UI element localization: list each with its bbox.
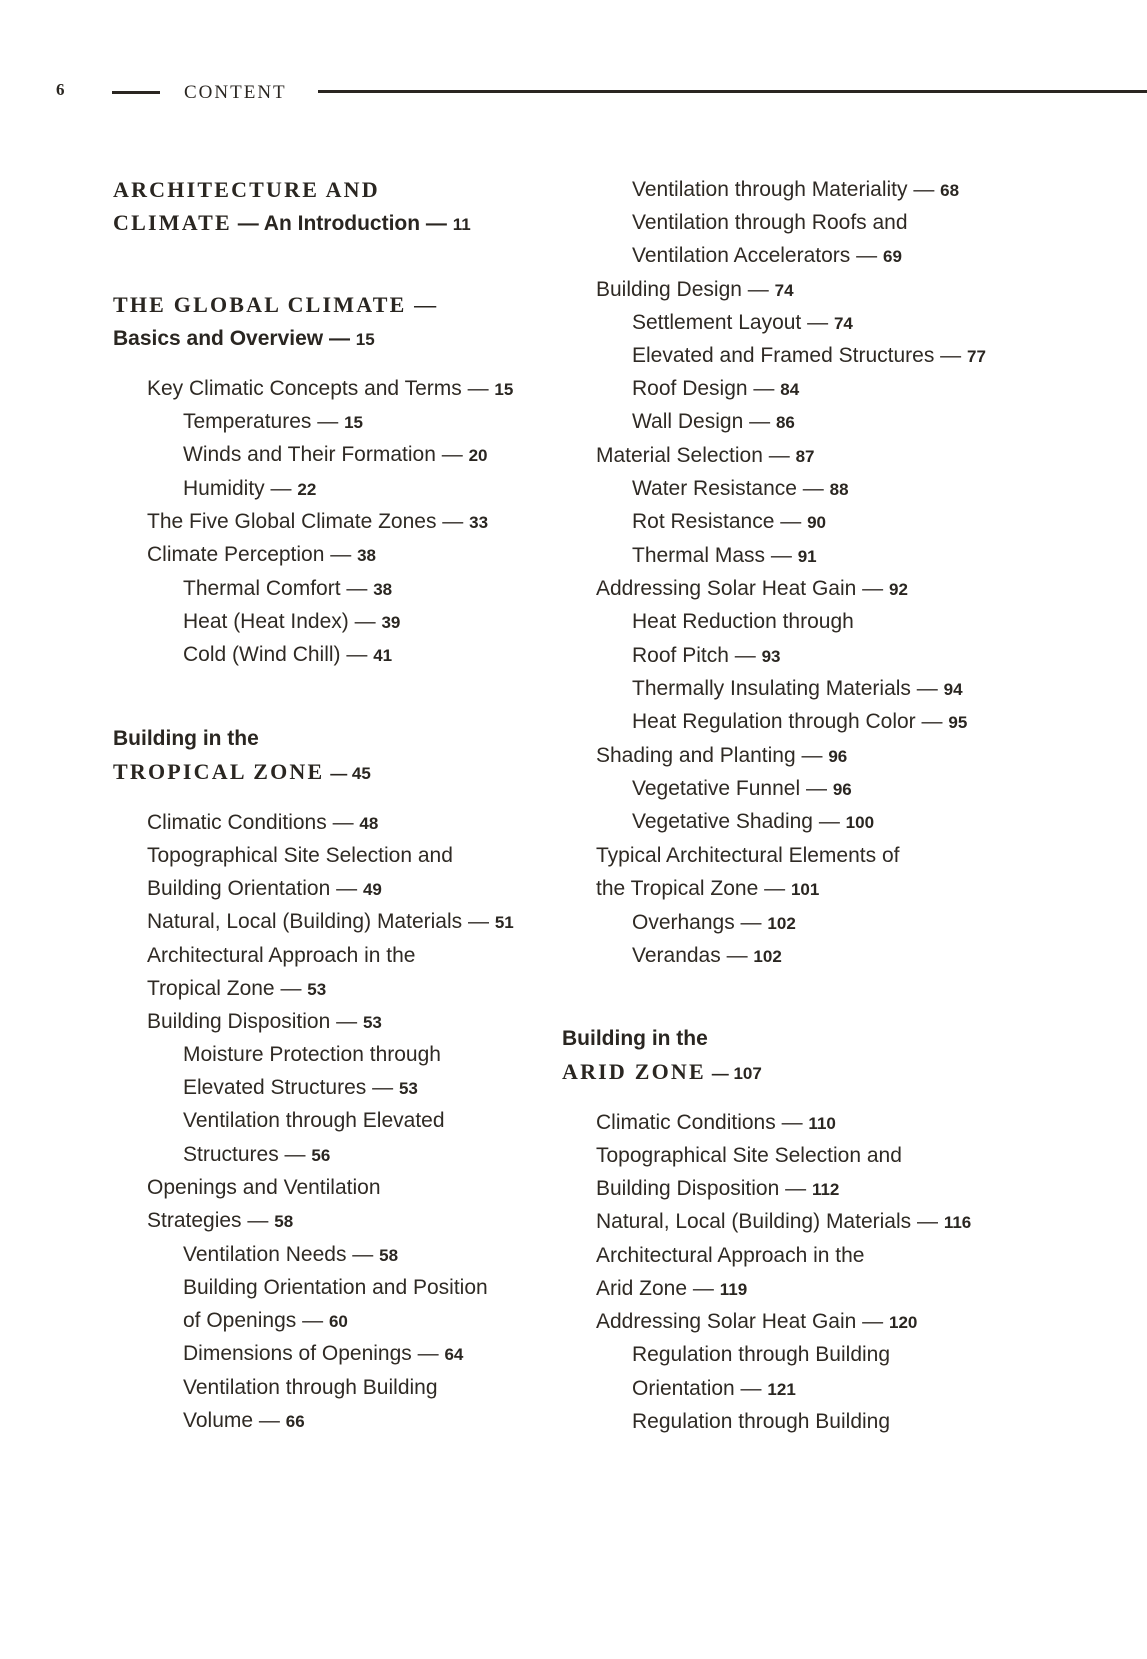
toc-entry: Shading and Planting — 96: [596, 744, 848, 767]
toc-entry: Topographical Site Selection and: [596, 1144, 902, 1167]
toc-entry: Climatic Conditions — 48: [147, 811, 379, 834]
toc-entry: Regulation through Building: [632, 1410, 891, 1433]
toc-entry: Ventilation Accelerators — 69: [632, 244, 902, 267]
toc-entry: Water Resistance — 88: [632, 477, 849, 500]
header-rule-long: [318, 90, 1147, 93]
toc-entry: Overhangs — 102: [632, 911, 796, 934]
toc-entry: Roof Design — 84: [632, 377, 800, 400]
section-heading: TROPICAL ZONE — 45: [113, 759, 371, 784]
toc-entry: Strategies — 58: [147, 1209, 294, 1232]
toc-entry: Key Climatic Concepts and Terms — 15: [147, 377, 514, 400]
toc-entry: Dimensions of Openings — 64: [183, 1342, 464, 1365]
toc-entry: of Openings — 60: [183, 1309, 348, 1332]
header-title: CONTENT: [184, 82, 287, 103]
toc-entry: Verandas — 102: [632, 944, 782, 967]
toc-entry: Ventilation through Building: [183, 1376, 438, 1399]
toc-entry: Climatic Conditions — 110: [596, 1111, 836, 1134]
toc-entry: Natural, Local (Building) Materials — 51: [147, 910, 514, 933]
toc-entry: Addressing Solar Heat Gain — 92: [596, 577, 908, 600]
toc-entry: Natural, Local (Building) Materials — 116: [596, 1210, 972, 1233]
toc-entry: Heat (Heat Index) — 39: [183, 610, 401, 633]
toc-entry: Thermal Mass — 91: [632, 544, 817, 567]
section-subheading: Building in the: [113, 727, 259, 750]
toc-entry: Elevated Structures — 53: [183, 1076, 418, 1099]
toc-entry: Thermal Comfort — 38: [183, 577, 393, 600]
toc-entry: Building Disposition — 53: [147, 1010, 382, 1033]
toc-entry: Building Design — 74: [596, 278, 794, 301]
toc-entry: Heat Regulation through Color — 95: [632, 710, 968, 733]
page-number: 6: [56, 80, 65, 99]
section-heading: THE GLOBAL CLIMATE —: [113, 292, 439, 317]
toc-entry: Roof Pitch — 93: [632, 644, 781, 667]
toc-entry: Wall Design — 86: [632, 410, 795, 433]
toc-entry: Typical Architectural Elements of: [596, 844, 900, 867]
toc-entry: Elevated and Framed Structures — 77: [632, 344, 986, 367]
section-subheading: Basics and Overview — 15: [113, 327, 375, 350]
toc-entry: Material Selection — 87: [596, 444, 815, 467]
toc-entry: Settlement Layout — 74: [632, 311, 853, 334]
toc-entry: Regulation through Building: [632, 1343, 891, 1366]
toc-entry: Volume — 66: [183, 1409, 305, 1432]
section-heading: CLIMATE — An Introduction — 11: [113, 210, 471, 235]
toc-entry: Addressing Solar Heat Gain — 120: [596, 1310, 918, 1333]
toc-entry: the Tropical Zone — 101: [596, 877, 820, 900]
toc-entry: Rot Resistance — 90: [632, 510, 826, 533]
toc-entry: Moisture Protection through: [183, 1043, 441, 1066]
toc-entry: Architectural Approach in the: [596, 1244, 865, 1267]
toc-entry: Vegetative Shading — 100: [632, 810, 875, 833]
toc-entry: Vegetative Funnel — 96: [632, 777, 852, 800]
toc-entry: Architectural Approach in the: [147, 944, 416, 967]
toc-entry: Heat Reduction through: [632, 610, 854, 633]
toc-entry: Ventilation Needs — 58: [183, 1243, 399, 1266]
toc-entry: Building Orientation and Position: [183, 1276, 488, 1299]
toc-entry: Winds and Their Formation — 20: [183, 443, 488, 466]
toc-entry: Cold (Wind Chill) — 41: [183, 643, 393, 666]
toc-entry: Arid Zone — 119: [596, 1277, 748, 1300]
section-heading: ARCHITECTURE AND: [113, 177, 380, 202]
toc-entry: Thermally Insulating Materials — 94: [632, 677, 963, 700]
toc-entry: Openings and Ventilation: [147, 1176, 381, 1199]
toc-entry: Ventilation through Elevated: [183, 1109, 445, 1132]
toc-entry: Tropical Zone — 53: [147, 977, 327, 1000]
toc-entry: Orientation — 121: [632, 1377, 796, 1400]
toc-entry: Ventilation through Roofs and: [632, 211, 908, 234]
toc-entry: Topographical Site Selection and: [147, 844, 453, 867]
toc-entry: Structures — 56: [183, 1143, 331, 1166]
toc-entry: Building Disposition — 112: [596, 1177, 840, 1200]
page-header: [0, 0, 1147, 120]
toc-entry: Climate Perception — 38: [147, 543, 377, 566]
header-rule-short: [112, 91, 160, 94]
section-subheading: Building in the: [562, 1027, 708, 1050]
toc-entry: Temperatures — 15: [183, 410, 363, 433]
toc-entry: The Five Global Climate Zones — 33: [147, 510, 489, 533]
section-heading: ARID ZONE — 107: [562, 1059, 762, 1084]
toc-entry: Building Orientation — 49: [147, 877, 382, 900]
toc-entry: Humidity — 22: [183, 477, 317, 500]
toc-entry: Ventilation through Materiality — 68: [632, 178, 960, 201]
